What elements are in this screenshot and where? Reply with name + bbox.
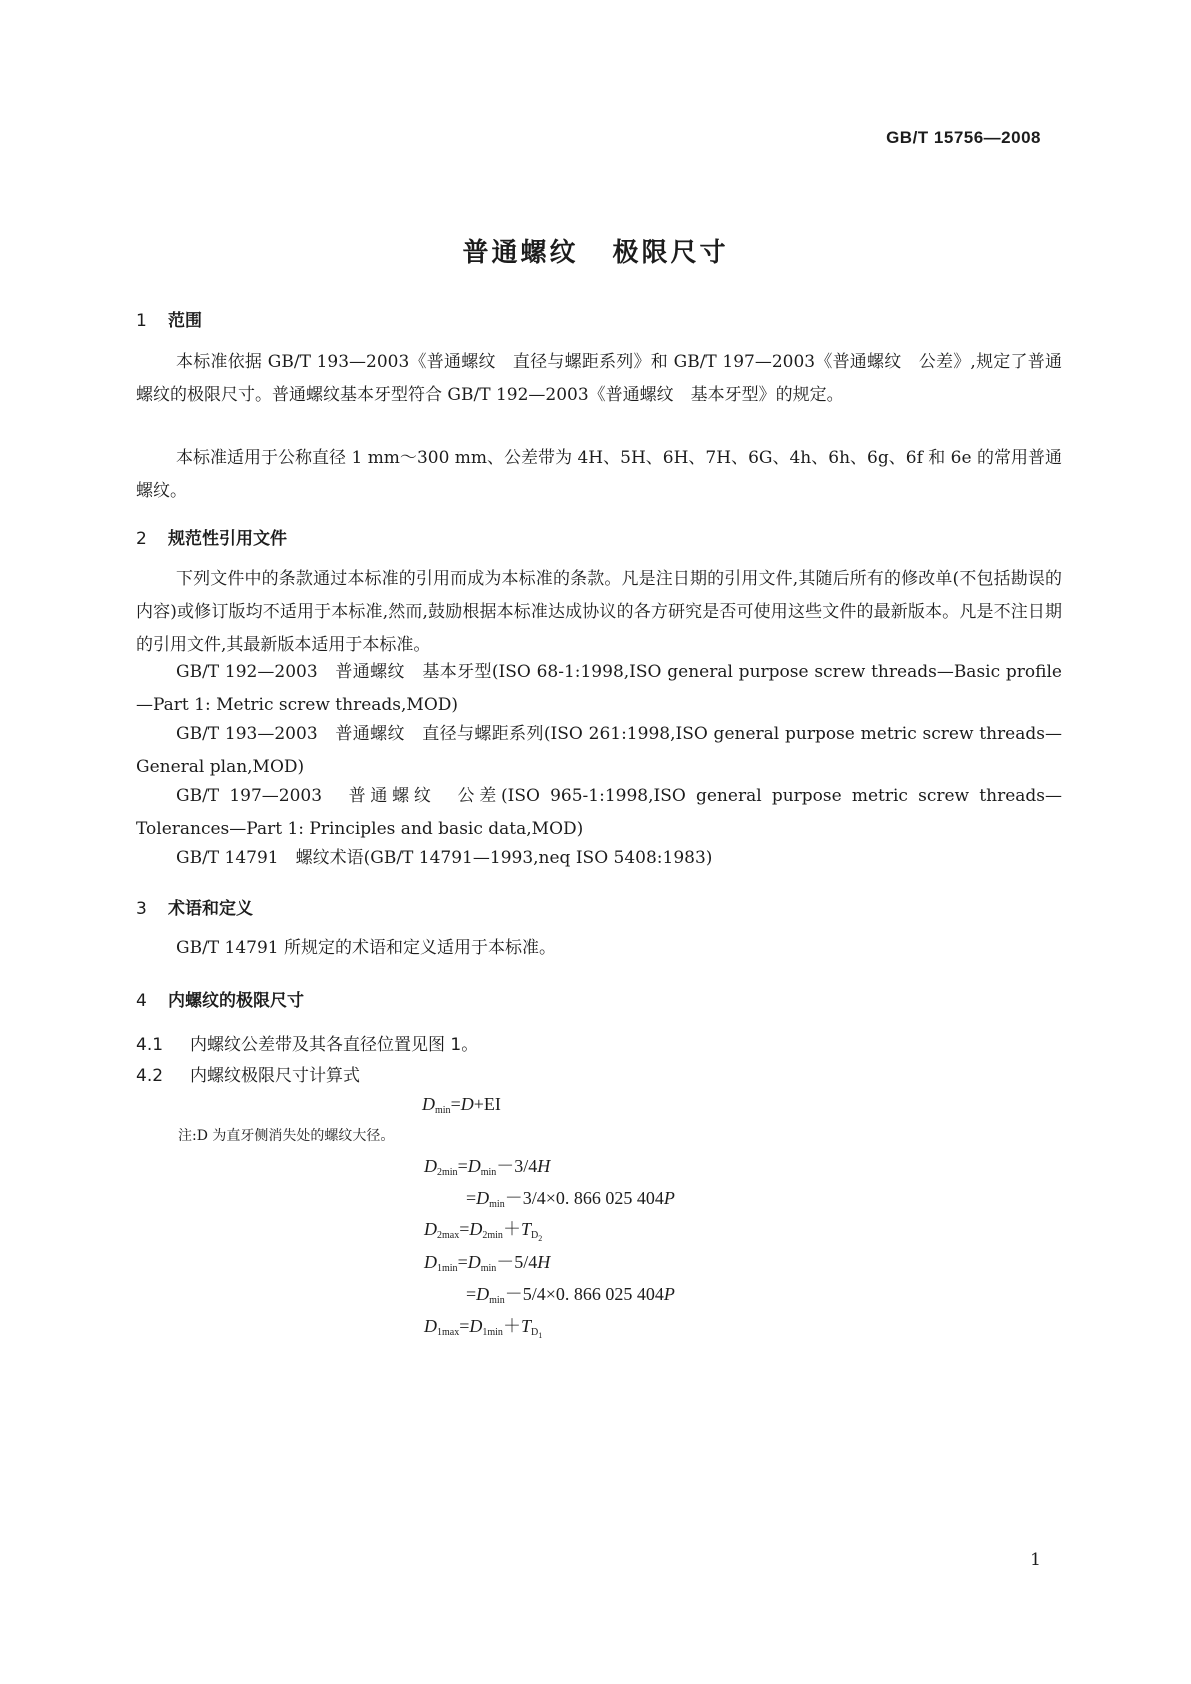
paragraph: 下列文件中的条款通过本标准的引用而成为本标准的条款。凡是注日期的引用文件,其随后所有的修改单(不包括勘误的内容)或修订版均不适用于本标准,然而,鼓励根据本标准达成协议的各方研究是否可使用这些文件的最新版本。凡是不注日期的引用文件,其最新版本适用于本标准。 [136,569,1062,655]
section-heading [136,306,202,331]
section-number: 2 [136,529,147,549]
section-title: 内螺纹的极限尺寸 [168,991,304,1011]
section-heading [136,986,304,1011]
reference-entry: GB/T 14791 螺纹术语(GB/T 14791—1993,neq ISO 5408:1983) [176,848,713,868]
clause [136,1030,478,1055]
clause [136,1061,360,1086]
reference-entry: GB/T 192—2003 普通螺纹 基本牙型(ISO 68-1:1998,ISO general purpose screw threads—Basic profile—Part 1: Metric screw threads,MOD) [136,662,1062,715]
section-title: 范围 [168,311,202,331]
section-number: 1 [136,311,147,331]
clause-number: 4.1 [136,1035,164,1055]
document-code: GB/T 15756—2008 [886,128,1041,147]
formula-d2max: $D_{2max}=D_{2min}+T_{D_2}$ [424,1219,543,1243]
paragraph: GB/T 14791 所规定的术语和定义适用于本标准。 [176,938,557,958]
clause-text: 内螺纹极限尺寸计算式 [190,1066,360,1086]
section-number: 4 [136,991,147,1011]
formula-d2min: $D_{2min}=D_{min}-3/4H$ [424,1156,551,1178]
section-number: 3 [136,899,147,919]
formula-d1min-expanded: $=D_{min}-5/4\times 0$. 866 025 404P [466,1284,675,1306]
clause-text: 内螺纹公差带及其各直径位置见图 1。 [190,1035,479,1055]
clause-number: 4.2 [136,1066,164,1086]
formula-d1max: $D_{1max}=D_{1min}+T_{D_1}$ [424,1316,543,1340]
formula-dmin: $D_{min}=D+EI$ [422,1094,501,1116]
formula-d1min: $D_{1min}=D_{min}-5/4H$ [424,1252,551,1274]
section-heading [136,894,253,919]
document-title: 普通螺纹 极限尺寸 [462,238,729,268]
section-title: 术语和定义 [168,899,253,919]
formula-d2min-expanded: $=D_{min}-3/4\times 0$. 866 025 404P [466,1188,675,1210]
paragraph: 本标准依据 GB/T 193—2003《普通螺纹 直径与螺距系列》和 GB/T 197—2003《普通螺纹 公差》,规定了普通螺纹的极限尺寸。普通螺纹基本牙型符合 GB/T 192—2003《普通螺纹 基本牙型》的规定。 [136,352,1062,405]
reference-entry: GB/T 193—2003 普通螺纹 直径与螺距系列(ISO 261:1998,ISO general purpose metric screw threads—General plan,MOD) [136,724,1062,777]
reference-entry: GB/T 197—2003 普通螺纹 公差(ISO 965-1:1998,ISO general purpose metric screw threads—Tolerances—Part 1: Principles and basic data,MOD) [136,786,1062,839]
section-title: 规范性引用文件 [168,529,287,549]
formula-note: 注:D 为直牙侧消失处的螺纹大径。 [178,1128,395,1144]
section-heading [136,524,287,549]
paragraph: 本标准适用于公称直径 1 mm～300 mm、公差带为 4H、5H、6H、7H、6G、4h、6h、6g、6f 和 6e 的常用普通螺纹。 [136,448,1062,501]
page-number: 1 [1030,1550,1041,1570]
